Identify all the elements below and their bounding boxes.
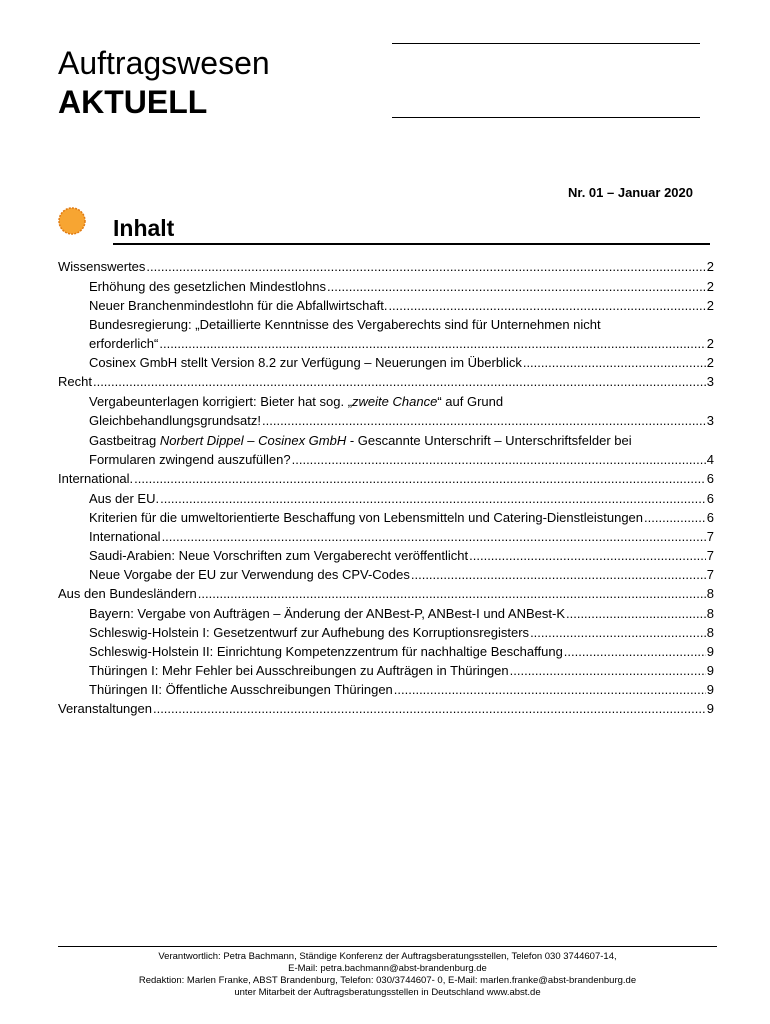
toc-entry-bundesregierung[interactable]: Bundesregierung: „Detaillierte Kenntnisse des Vergaberechts sind für Unternehmen nicht erforderlich“ ..... 2 — [58, 315, 714, 353]
toc-entry-gastbeitrag[interactable]: Gastbeitrag Norbert Dippel – Cosinex GmbH - Gescannte Unterschrift – Unterschriftsfelder bei Formularen zwingend auszufüllen? ..... 4 — [58, 431, 714, 469]
footer — [58, 951, 717, 999]
toc-entry-wissenswertes[interactable]: Wissenswertes ..... 2 — [58, 257, 714, 276]
toc-entry-saudi-arabien[interactable]: Saudi-Arabien: Neue Vorschriften zum Vergaberecht veröffentlicht ..... 7 — [58, 546, 714, 565]
newsletter-title: Auftragswesen — [58, 45, 270, 81]
toc-entry-kriterien[interactable]: Kriterien für die umweltorientierte Beschaffung von Lebensmitteln und Catering-Dienstleistungen ..... 6 — [58, 508, 714, 527]
toc-entry-vergabeunterlagen[interactable]: Vergabeunterlagen korrigiert: Bieter hat sog. „zweite Chance“ auf Grund Gleichbehandlungsgrundsatz! ..... 3 — [58, 392, 714, 430]
issue-number: Nr. 01 – Januar 2020 — [567, 185, 693, 200]
toc-entry-international[interactable]: International. ..... 6 — [58, 469, 714, 488]
header-rule-bottom — [392, 117, 700, 118]
toc-entry-international-sub[interactable]: International ..... 7 — [58, 527, 714, 546]
toc-entry-veranstaltungen[interactable]: Veranstaltungen ..... 9 — [58, 699, 714, 718]
footer-responsible: Verantwortlich: Petra Bachmann, Ständige Konferenz der Auftragsberatungsstellen, Telefon 030 3744607-14, — [158, 951, 617, 962]
toc-entry-schleswig-holstein-2[interactable]: Schleswig-Holstein II: Einrichtung Kompetenzzentrum für nachhaltige Beschaffung ..... 9 — [58, 642, 714, 661]
toc-entry-recht[interactable]: Recht ..... 3 — [58, 372, 714, 391]
footer-website: unter Mitarbeit der Auftragsberatungsstellen in Deutschland www.abst.de — [234, 987, 541, 998]
toc-entry-bundeslaender[interactable]: Aus den Bundesländern ..... 8 — [58, 584, 714, 603]
toc-entry-thueringen-1[interactable]: Thüringen I: Mehr Fehler bei Ausschreibungen zu Aufträgen in Thüringen ..... 9 — [58, 661, 714, 680]
orange-bullet-icon — [57, 206, 87, 236]
footer-editor: Redaktion: Marlen Franke, ABST Brandenburg, Telefon: 030/3744607- 0, E-Mail: marlen.franke@abst-brandenburg.de — [138, 975, 637, 986]
table-of-contents — [58, 257, 714, 718]
newsletter-subtitle: AKTUELL — [58, 84, 208, 120]
toc-entry-bayern[interactable]: Bayern: Vergabe von Aufträgen – Änderung der ANBest-P, ANBest-I und ANBest-K ..... 8 — [58, 604, 714, 623]
toc-entry-schleswig-holstein-1[interactable]: Schleswig-Holstein I: Gesetzentwurf zur Aufhebung des Korruptionsregisters ..... 8 — [58, 623, 714, 642]
header-rule-top — [392, 43, 700, 44]
toc-entry-aus-der-eu[interactable]: Aus der EU. ..... 6 — [58, 489, 714, 508]
toc-entry-mindestlohn[interactable]: Erhöhung des gesetzlichen Mindestlohns ..... 2 — [58, 277, 714, 296]
toc-entry-cpv-codes[interactable]: Neue Vorgabe der EU zur Verwendung des CPV-Codes ..... 7 — [58, 565, 714, 584]
footer-divider — [58, 946, 717, 947]
toc-entry-cosinex[interactable]: Cosinex GmbH stellt Version 8.2 zur Verfügung – Neuerungen im Überblick ..... 2 — [58, 353, 714, 372]
toc-entry-thueringen-2[interactable]: Thüringen II: Öffentliche Ausschreibungen Thüringen ..... 9 — [58, 680, 714, 699]
toc-entry-branchenmindestlohn[interactable]: Neuer Branchenmindestlohn für die Abfallwirtschaft. ..... 2 — [58, 296, 714, 315]
footer-email: E-Mail: petra.bachmann@abst-brandenburg.de — [288, 963, 487, 974]
toc-heading: Inhalt — [113, 213, 710, 245]
